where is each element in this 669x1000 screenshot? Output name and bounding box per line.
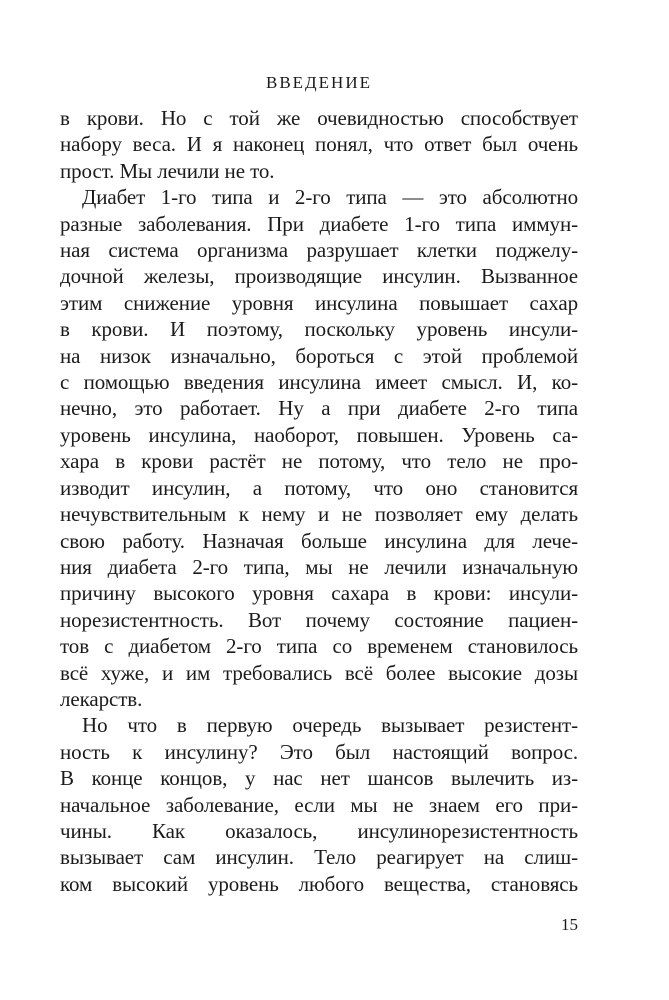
text-line: дочной железы, производящие инсулин. Вызванное xyxy=(60,264,578,289)
text-line: Диабет 1-го типа и 2-го типа — это абсолютно xyxy=(82,185,578,210)
text-line: вызывает сам инсулин. Тело реагирует на слиш- xyxy=(60,845,578,870)
paragraph xyxy=(60,184,578,712)
body-text xyxy=(60,105,578,897)
text-line: свою работу. Назначая больше инсулина для лече- xyxy=(60,528,578,553)
text-line: ния диабета 2-го типа, мы не лечили изначальную xyxy=(60,554,578,579)
text-line: нечно, это работает. Ну а при диабете 2-го типа xyxy=(60,396,578,421)
text-line: прост. Мы лечили не то. xyxy=(60,158,275,183)
text-line: с помощью введения инсулина имеет смысл. И, ко- xyxy=(60,370,578,395)
paragraph xyxy=(60,712,578,897)
text-line: В конце концов, у нас нет шансов вылечить из- xyxy=(60,766,578,791)
text-line: в крови. И поэтому, поскольку уровень инсули- xyxy=(60,317,578,342)
text-line: норезистентность. Вот почему состояние пациен- xyxy=(60,607,578,632)
text-line: ность к инсулину? Это был настоящий вопрос. xyxy=(60,739,578,764)
text-line: этим снижение уровня инсулина повышает сахар xyxy=(60,290,578,315)
text-line: в крови. Но с той же очевидностью способствует xyxy=(60,106,578,130)
text-line: нечувствительным к нему и не позволяет ему делать xyxy=(60,502,578,527)
text-line: лекарств. xyxy=(60,686,143,711)
text-line: чины. Как оказалось, инсулинорезистентность xyxy=(60,818,578,843)
chapter-header: ВВЕДЕНИЕ xyxy=(266,73,372,92)
text-line: ком высокий уровень любого вещества, становясь xyxy=(60,871,578,896)
page-number: 15 xyxy=(561,915,578,934)
text-line: причину высокого уровня сахара в крови: инсули- xyxy=(60,581,578,606)
text-line: на низок изначально, бороться с этой проблемой xyxy=(60,343,578,368)
text-line: хара в крови растёт не потому, что тело не про- xyxy=(60,449,578,474)
paragraph xyxy=(60,105,578,184)
text-line: набору веса. И я наконец понял, что ответ был очень xyxy=(60,132,578,157)
text-line: всё хуже, и им требовались всё более высокие дозы xyxy=(60,660,578,685)
text-line: Но что в первую очередь вызывает резистент- xyxy=(82,713,578,738)
text-line: ная система организма разрушает клетки поджелу- xyxy=(60,238,578,263)
text-line: разные заболевания. При диабете 1-го типа иммун- xyxy=(60,211,578,236)
text-line: начальное заболевание, если мы не знаем его при- xyxy=(60,792,578,817)
text-line: изводит инсулин, а потому, что оно становится xyxy=(60,475,578,500)
text-line: тов с диабетом 2-го типа со временем становилось xyxy=(60,634,578,659)
text-line: уровень инсулина, наоборот, повышен. Уровень са- xyxy=(60,422,578,447)
